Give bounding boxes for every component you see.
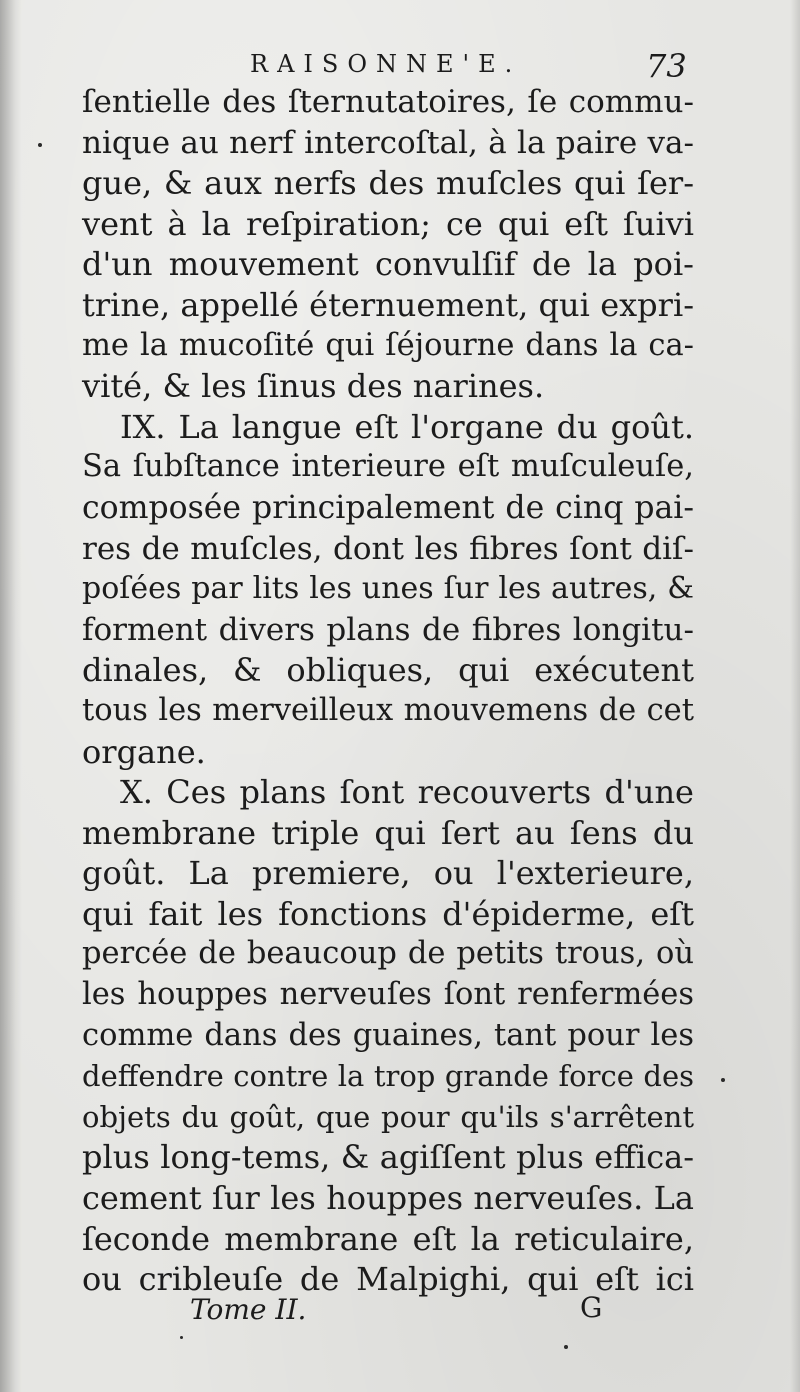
- text-line: composée principalement de cinq pai-: [82, 489, 694, 526]
- text-line: comme dans des guaines, tant pour les: [82, 1017, 694, 1053]
- text-line: percée de beaucoup de petits trous, où: [82, 936, 694, 972]
- ink-speck: [721, 1078, 725, 1082]
- text-line: nique au nerf intercoſtal, à la paire va-: [82, 124, 694, 161]
- page-number: 73: [646, 47, 687, 85]
- text-line: ſeconde membrane eſt la reticulaire,: [82, 1219, 694, 1258]
- section-ix-start: IX. La langue eſt l'organe du goût.: [120, 407, 694, 446]
- signature-mark: G: [580, 1291, 603, 1324]
- section-x-start: X. Ces plans ſont recouverts d'une: [120, 773, 694, 812]
- text-line: forment divers plans de fibres longitu-: [82, 611, 694, 648]
- text-line: membrane triple qui ſert au ſens du: [82, 813, 694, 852]
- ink-speck: [564, 1345, 568, 1349]
- ink-speck: [180, 1336, 183, 1339]
- text-line: tous les merveilleux mouvemens de cet: [82, 692, 694, 728]
- text-line: vent à la reſpiration; ce qui eſt ſuivi: [82, 204, 694, 243]
- page-spine-shadow: [0, 0, 22, 1392]
- running-head: RAISONNE'E.: [250, 50, 522, 78]
- text-line: organe.: [82, 732, 206, 771]
- ink-speck: [38, 143, 42, 147]
- volume-label: Tome II.: [190, 1293, 307, 1326]
- text-line: plus long-tems, & agiſſent plus effica-: [82, 1138, 694, 1177]
- text-line: dinales, & obliques, qui exécutent: [82, 651, 694, 690]
- text-line: me la mucoſité qui ſéjourne dans la ca-: [82, 327, 694, 363]
- text-line: poſées par lits les unes ſur les autres, &: [82, 571, 694, 607]
- text-line: Sa ſubſtance interieure eſt muſculeuſe,: [82, 449, 694, 485]
- text-line: res de muſcles, dont les fibres ſont diſ-: [82, 530, 694, 567]
- text-line: ſentielle des ſternutatoires, ſe commu-: [82, 84, 694, 120]
- text-line: vité, & les ſinus des narines.: [82, 367, 545, 406]
- text-line: deffendre contre la trop grande force des: [82, 1059, 694, 1094]
- text-line: d'un mouvement convulſif de la poi-: [82, 245, 694, 284]
- text-line: les houppes nerveuſes ſont renfermées: [82, 977, 694, 1013]
- text-line: qui fait les fonctions d'épiderme, eſt: [82, 894, 694, 933]
- text-line: gue, & aux nerfs des muſcles qui ſer-: [82, 164, 694, 203]
- text-line: cement ſur les houppes nerveuſes. La: [82, 1179, 694, 1218]
- text-line: objets du goût, que pour qu'ils s'arrêtent: [82, 1099, 694, 1134]
- body-text: [82, 82, 694, 1300]
- page-edge-shadow: [790, 0, 800, 1392]
- text-line: goût. La premiere, ou l'exterieure,: [82, 854, 694, 893]
- text-line: ou cribleuſe de Malpighi, qui eſt ici: [82, 1260, 694, 1299]
- text-line: trine, appellé éternuement, qui expri-: [82, 285, 694, 324]
